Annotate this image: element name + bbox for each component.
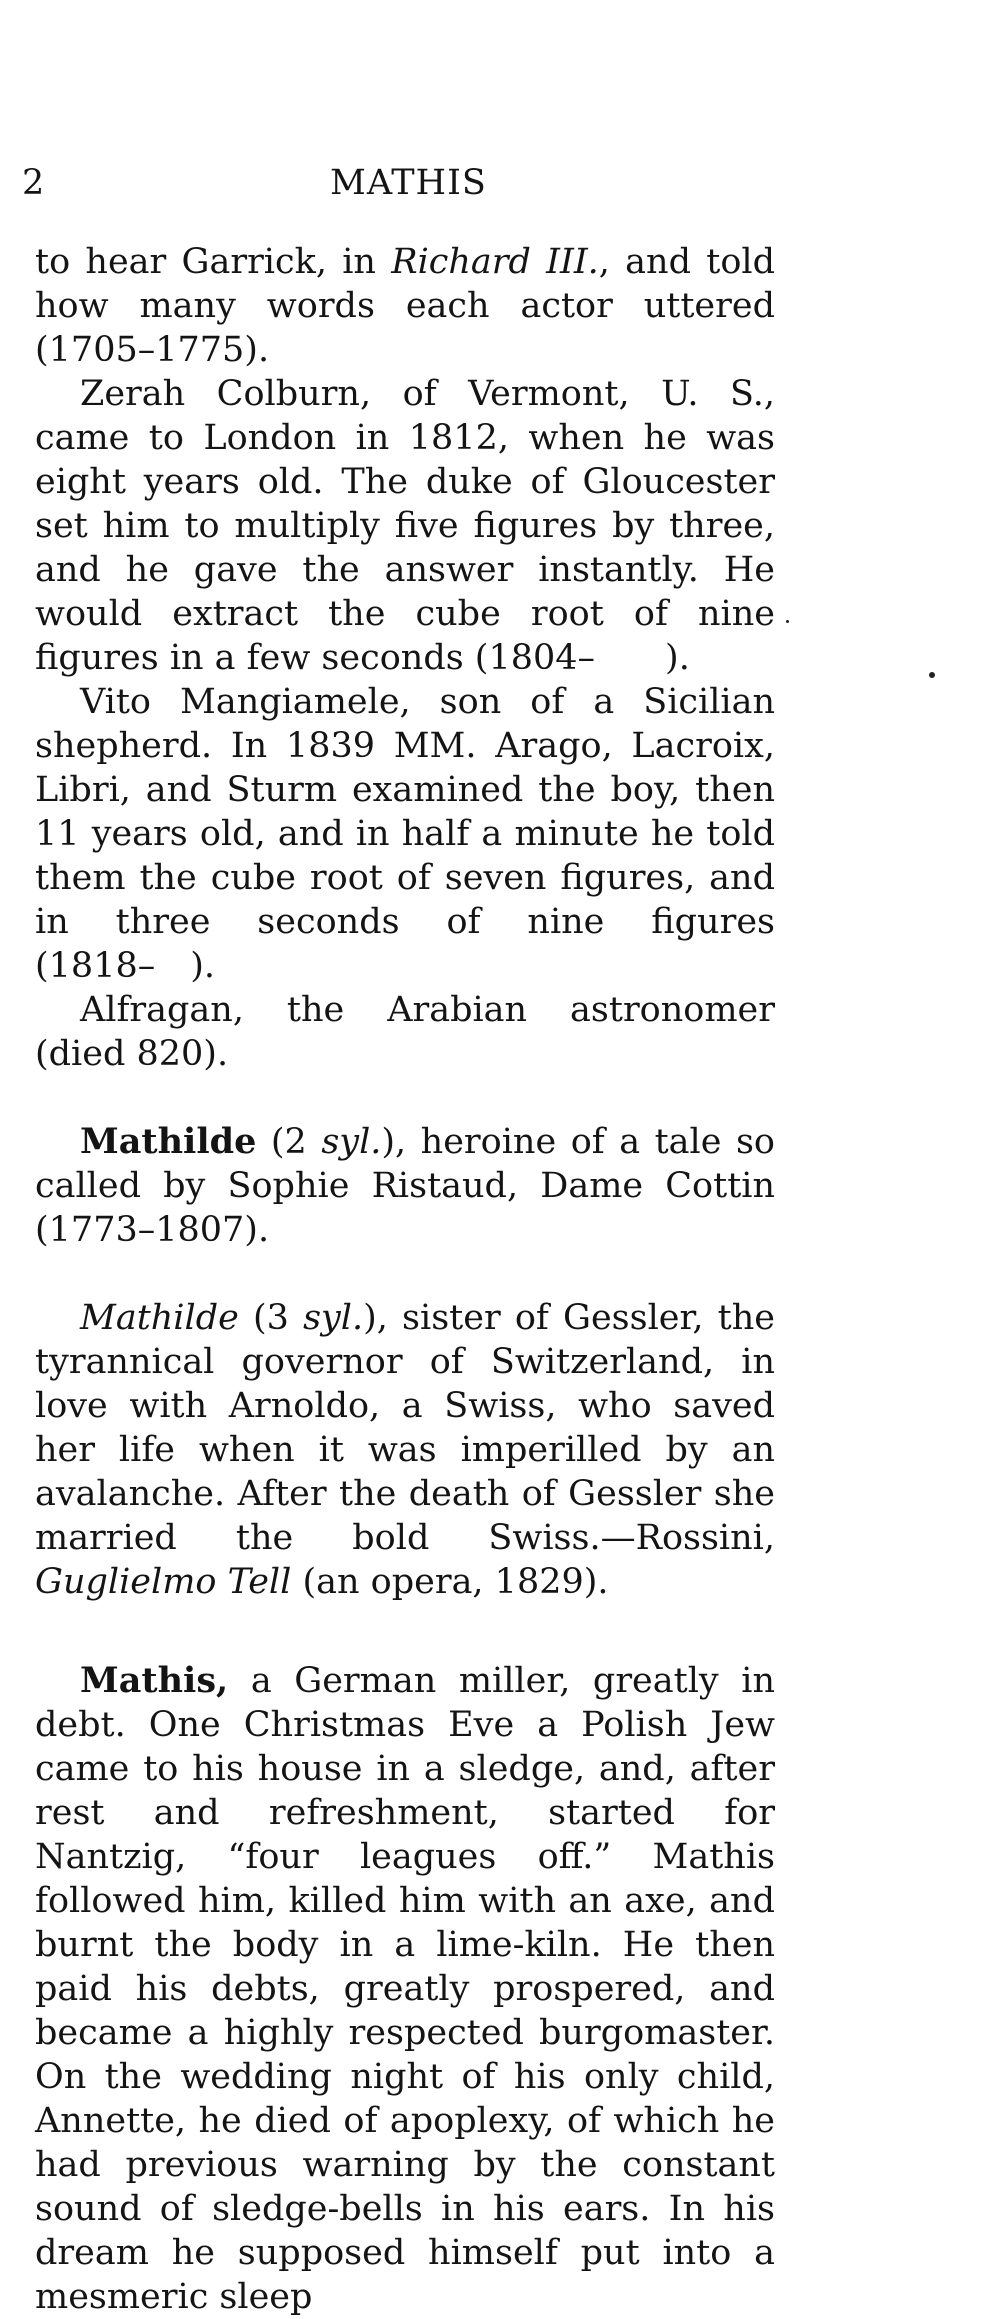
paragraph-garrick: to hear Garrick, in Richard III., and told how many words each actor uttered (1705–1775). — [35, 242, 775, 370]
page-number: 2 — [22, 163, 45, 203]
paragraph-alfragan: Alfragan, the Arabian astronomer (died 820). — [35, 990, 775, 1074]
work-title: Richard III. — [391, 242, 599, 282]
print-speck — [786, 620, 789, 623]
print-speck — [929, 672, 935, 678]
entry-headword: Mathilde — [80, 1298, 239, 1338]
page-body — [35, 240, 775, 2319]
entry-mathilde-1: Mathilde (2 syl.), heroine of a tale so called by Sophie Ristaud, Dame Cottin (1773–1807). — [35, 1121, 775, 1250]
entry-mathis: Mathis, a German miller, greatly in debt. One Christmas Eve a Polish Jew came to his house in a sledge, and, after rest and refreshment, started for Nantzig, “four leagues off.” Mathis followed him, killed him with an axe, and burnt the body in a lime-kiln. He then paid his debts, greatly prospered, and became a highly respected burgomaster. On the wedding night of his only child, Annette, he died of apoplexy, of which he had previous warning by the constant sound of sledge-bells in his ears. In his dream he supposed himself put into a mesmeric sleep — [35, 1660, 775, 2317]
paragraph-colburn: Zerah Colburn, of Vermont, U. S., came to London in 1812, when he was eight years old. The duke of Gloucester set him to multiply five figures by three, and he gave the answer instantly. He would extract the cube root of nine figures in a few seconds (1804– ). — [35, 374, 775, 678]
entry-headword: Mathilde — [80, 1121, 257, 1162]
work-title: Guglielmo Tell — [35, 1562, 292, 1602]
paragraph-mangiamele: Vito Mangiamele, son of a Sicilian shepherd. In 1839 MM. Arago, Lacroix, Libri, and Sturm examined the boy, then 11 years old, and in half a minute he told them the cube root of seven figures, and in three seconds of nine figures (1818– ). — [35, 682, 775, 986]
running-head: MATHIS — [330, 163, 487, 203]
entry-headword: Mathis, — [80, 1660, 229, 1701]
entry-mathilde-2: Mathilde (3 syl.), sister of Gessler, the tyrannical governor of Switzerland, in love with Arnoldo, a Swiss, who saved her life when it was imperilled by an avalanche. After the death of Gessler she married the bold Swiss.—Rossini, Guglielmo Tell (an opera, 1829). — [35, 1298, 775, 1602]
page-header — [0, 158, 1000, 208]
